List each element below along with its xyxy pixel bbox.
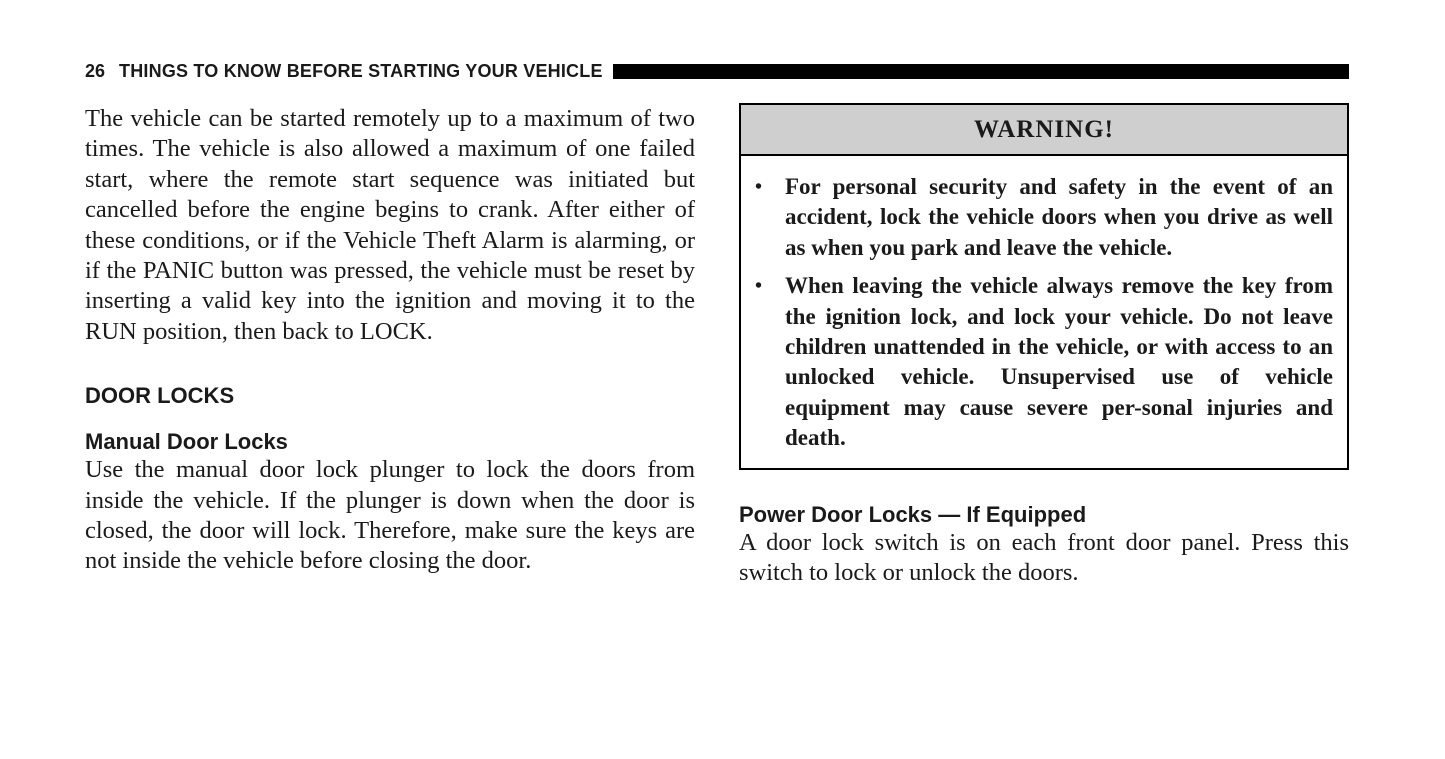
power-door-locks-heading: Power Door Locks — If Equipped <box>739 501 1087 527</box>
page-header <box>85 60 1349 82</box>
warning-title: WARNING! <box>741 105 1347 156</box>
left-column <box>85 104 695 577</box>
warning-item <box>755 172 1333 263</box>
chapter-title: THINGS TO KNOW BEFORE STARTING YOUR VEHICLE <box>119 60 603 81</box>
intro-paragraph: The vehicle can be started remotely up to a maximum of two times. The vehicle is also allowed a maximum of one failed start, where the remote start sequence was initiated but cancelled before the engine begins to crank. After either of these conditions, or if the Vehicle Theft Alarm is alarming, or if the PANIC button was pressed, the vehicle must be reset by inserting a valid key into the ignition and moving it to the RUN position, then back to LOCK. <box>85 105 695 345</box>
door-locks-heading: DOOR LOCKS <box>85 383 235 409</box>
bullet-icon: • <box>755 176 763 198</box>
header-rule <box>613 64 1349 79</box>
page-number: 26 <box>85 60 106 81</box>
warning-item-text: For personal security and safety in the event of an accident, lock the vehicle doors when you drive as well as when you park and leave the vehicle. <box>785 174 1333 260</box>
power-door-locks-paragraph: A door lock switch is on each front door panel. Press this switch to lock or unlock the doors. <box>739 528 1349 587</box>
warning-item <box>755 271 1333 453</box>
right-column <box>739 103 1349 588</box>
warning-box <box>739 103 1349 470</box>
warning-item-text: When leaving the vehicle always remove the key from the ignition lock, and lock your vehicle. Do not leave children unattended in the vehicle, or with access to an unlocked vehicle. Unsupervised use of vehicle equipment may cause severe per-sonal injuries and death. <box>785 273 1333 451</box>
bullet-icon: • <box>755 275 763 298</box>
manual-door-locks-heading: Manual Door Locks <box>85 429 288 455</box>
manual-door-locks-paragraph: Use the manual door lock plunger to lock the doors from inside the vehicle. If the plunger is down when the door is closed, the door will lock. Therefore, make sure the keys are not inside the vehicle before closing the door. <box>85 456 695 575</box>
warning-list <box>741 156 1347 468</box>
